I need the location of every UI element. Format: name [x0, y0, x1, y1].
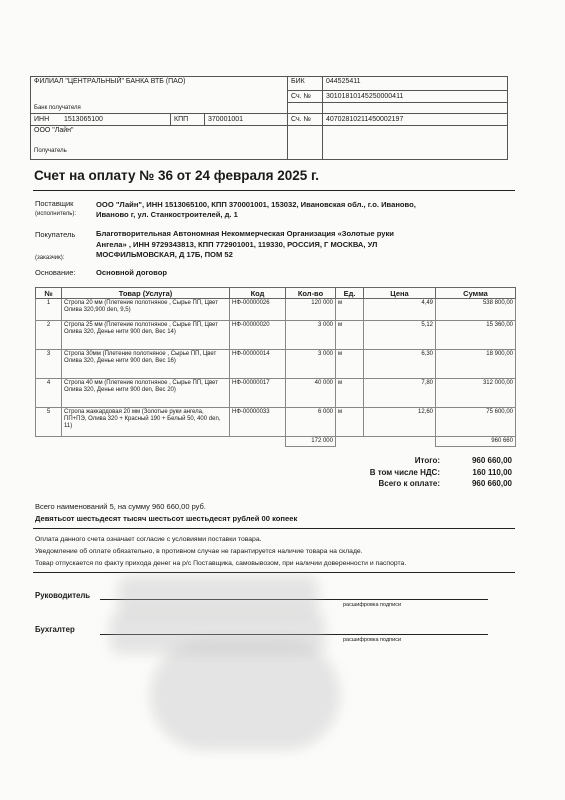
total-qty: 172 000 — [286, 437, 336, 447]
row-product: Стропа 40 мм (Плетение полотняное , Сырье ПП, Цвет Олива 320, Денье нити 900 den, Вес 20) — [62, 379, 230, 408]
row-product: Стропа 25 мм (Плетение полотняное , Сырье ПП, Цвет Олива 320, Денье нити 900 den, Вес 14) — [62, 321, 230, 350]
corr-account-value: 30101810145250000411 — [323, 91, 508, 103]
row-price: 4,49 — [364, 299, 436, 321]
row-unit: м — [336, 379, 364, 408]
inn-value: 1513065100 — [64, 115, 103, 123]
table-row — [36, 379, 516, 408]
recipient-label: Получатель — [34, 147, 67, 154]
note-line-3: Товар отпускается по факту прихода денег на р/с Поставщика, самовывозом, при наличии доверенности и паспорта. — [35, 560, 407, 567]
buyer-label: Покупатель — [35, 230, 76, 239]
recipient-bank-label: Банк получателя — [31, 103, 288, 114]
buyer-line-3: МОСФИЛЬМОВСКАЯ, Д 17Б, ПОМ 52 — [96, 250, 233, 259]
invoice-title: Счет на оплату № 36 от 24 февраля 2025 г. — [34, 168, 320, 183]
notes-divider — [33, 572, 515, 573]
title-underline — [33, 190, 515, 191]
row-qty: 3 000 — [286, 350, 336, 379]
notes-block — [35, 534, 406, 570]
vat-line — [300, 467, 512, 479]
row-qty: 120 000 — [286, 299, 336, 321]
buyer-sublabel: (заказчик): — [35, 255, 65, 261]
supplier-line-2: Иваново г, ул. Станкостроителей, д. 1 — [96, 210, 238, 219]
kpp-value: 370001001 — [204, 114, 287, 125]
director-decode-caption: расшифровка подписи — [343, 602, 402, 608]
basis-label: Основание: — [35, 268, 76, 277]
row-qty: 3 000 — [286, 321, 336, 350]
row-product: Стропа 30мм (Плетение полотняное , Сырье ПП, Цвет Олива 320, Денье нити 900 den, Вес 16) — [62, 350, 230, 379]
bik-value: 044525411 — [323, 77, 508, 91]
row-number: 5 — [36, 408, 62, 437]
row-sum: 75 600,00 — [436, 408, 516, 437]
vat-value: 160 110,00 — [472, 467, 512, 477]
col-qty-header: Кол-во — [286, 288, 336, 299]
supplier-label: Поставщик — [35, 199, 74, 208]
total-value: 960 660,00 — [471, 456, 512, 465]
items-table — [35, 287, 516, 447]
row-price: 12,60 — [364, 408, 436, 437]
vat-label: В том числе НДС: — [369, 467, 440, 477]
recipient-name: ООО "Лайн" — [34, 126, 74, 134]
row-code: НФ-00000014 — [230, 350, 286, 379]
row-number: 4 — [36, 379, 62, 408]
col-product-header: Товар (Услуга) — [62, 288, 230, 299]
row-unit: м — [336, 408, 364, 437]
summary-divider — [33, 528, 515, 529]
buyer-details — [96, 229, 521, 261]
pay-value: 960 660,00 — [471, 479, 512, 488]
redacted-director-signature — [118, 576, 318, 616]
summary-words: Девятьсот шестьдесят тысяч шестьсот шестьдесят рублей 00 копеек — [35, 514, 298, 523]
supplier-details — [96, 200, 521, 220]
corr-account-label: Сч. № — [288, 91, 323, 103]
row-code: НФ-00000020 — [230, 321, 286, 350]
row-code: НФ-00000033 — [230, 408, 286, 437]
buyer-line-1: Благотворительная Автономная Некоммерческая Организация «Золотые руки — [96, 229, 394, 238]
col-number-header: № — [36, 288, 62, 299]
row-product: Стропа 20 мм (Плетение полотняное , Сырье ПП, Цвет Олива 320,900 den, 9,5) — [62, 299, 230, 321]
row-sum: 15 360,00 — [436, 321, 516, 350]
row-sum: 18 900,00 — [436, 350, 516, 379]
col-price-header: Цена — [364, 288, 436, 299]
total-label: Итого: — [414, 456, 440, 465]
row-qty: 40 000 — [286, 379, 336, 408]
row-product: Стропа жаккардовая 20 мм (Золотые руки ангела, ПП+ПЭ, Олива 320 + Красный 190 + Белый 50, 400 den, 11) — [62, 408, 230, 437]
total-sum-cell: 960 660 — [436, 437, 516, 447]
row-number: 2 — [36, 321, 62, 350]
total-line — [300, 455, 512, 467]
accountant-label: Бухгалтер — [35, 625, 75, 634]
table-row — [36, 350, 516, 379]
totals-block — [300, 455, 512, 490]
account-label: Сч. № — [288, 113, 323, 125]
accountant-decode-caption: расшифровка подписи — [343, 637, 402, 643]
row-unit: м — [336, 350, 364, 379]
bik-label: БИК — [288, 77, 323, 91]
bank-details-table — [30, 76, 508, 160]
inn-label: ИНН — [34, 115, 50, 123]
note-line-1: Оплата данного счета означает согласие с условиями поставки товара. — [35, 536, 262, 543]
col-sum-header: Сумма — [436, 288, 516, 299]
supplier-sublabel: (исполнитель): — [35, 211, 77, 217]
table-row — [36, 321, 516, 350]
redacted-stamp — [150, 640, 340, 750]
row-unit: м — [336, 321, 364, 350]
summary-count: Всего наименований 5, на сумму 960 660,00 руб. — [35, 502, 206, 511]
buyer-line-2: Ангела» , ИНН 9729343813, КПП 772901001, 119330, РОССИЯ, Г МОСКВА, УЛ — [96, 239, 378, 249]
pay-line — [300, 478, 512, 490]
recipient-cell — [31, 125, 288, 159]
col-unit-header: Ед. — [336, 288, 364, 299]
supplier-line-1: ООО "Лайн", ИНН 1513065100, КПП 370001001, 153032, Ивановская обл., г.о. Иваново, — [96, 200, 416, 209]
bank-name: ФИЛИАЛ "ЦЕНТРАЛЬНЫЙ" БАНКА ВТБ (ПАО) — [34, 78, 186, 85]
bank-name-cell — [31, 77, 288, 103]
col-code-header: Код — [230, 288, 286, 299]
inn-kpp-cell — [31, 113, 288, 125]
row-price: 6,30 — [364, 350, 436, 379]
director-label: Руководитель — [35, 591, 91, 600]
note-line-2: Уведомление об оплате обязательно, в противном случае не гарантируется наличие товара на складе. — [35, 548, 363, 555]
row-sum: 312 000,00 — [436, 379, 516, 408]
pay-label: Всего к оплате: — [378, 479, 440, 488]
row-price: 5,12 — [364, 321, 436, 350]
table-row — [36, 299, 516, 321]
table-total-row — [36, 437, 516, 447]
basis-value: Основной договор — [96, 268, 168, 277]
row-number: 3 — [36, 350, 62, 379]
row-price: 7,80 — [364, 379, 436, 408]
row-number: 1 — [36, 299, 62, 321]
row-qty: 6 000 — [286, 408, 336, 437]
row-sum: 538 800,00 — [436, 299, 516, 321]
row-code: НФ-00000026 — [230, 299, 286, 321]
row-code: НФ-00000017 — [230, 379, 286, 408]
kpp-label: КПП — [170, 114, 204, 125]
row-unit: м — [336, 299, 364, 321]
table-row — [36, 408, 516, 437]
account-value: 40702810211450002197 — [323, 113, 508, 125]
items-header-row — [36, 288, 516, 299]
